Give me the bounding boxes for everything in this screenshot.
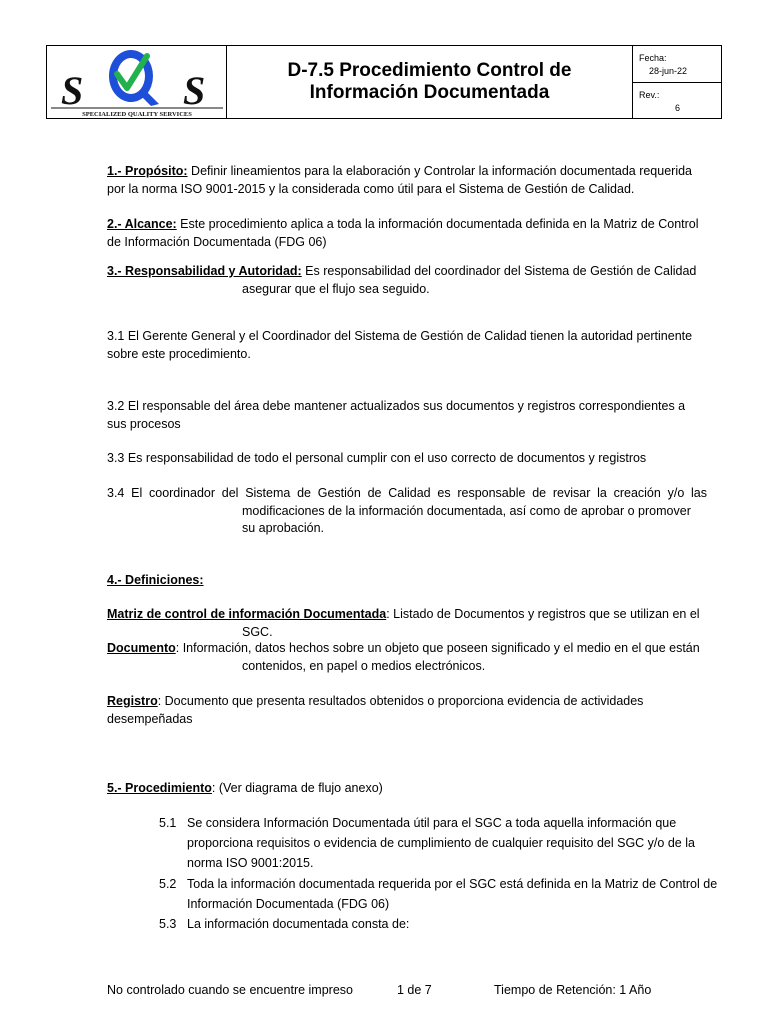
procedure-text: : (Ver diagrama de flujo anexo) [211, 781, 383, 795]
document-header [46, 45, 722, 119]
definition-document-cont: contenidos, en papel o medios electrónicos. [242, 658, 486, 673]
item-3-2: 3.2 El responsable del área debe mantener actualizados sus documentos y registros correspondientes a sus procesos [107, 399, 686, 431]
logo-letter-s2: S [183, 68, 206, 113]
item-3-4 [107, 485, 707, 538]
logo-tagline: SPECIALIZED QUALITY SERVICES [82, 111, 192, 118]
definition-document [107, 640, 707, 675]
procedure-item-number: 5.2 [159, 877, 177, 891]
procedure-item [159, 813, 719, 873]
section-definitions [107, 572, 707, 590]
definition-matrix-text: : Listado de Documentos y registros que se utilizan en el [386, 607, 700, 621]
document-meta [633, 46, 721, 118]
item-3-4-line1: 3.4 El coordinador del Sistema de Gestión de Calidad es responsable de revisar la creación y/o las [107, 486, 707, 500]
purpose-text: Definir lineamientos para la elaboración y Controlar la información documentada requerida por la norma ISO 9001-2015 y la considerada como útil para el Sistema de Gestión de Calidad. [107, 164, 693, 196]
title-line-1: D-7.5 Procedimiento Control de [287, 60, 572, 81]
procedure-item [159, 874, 719, 914]
scope-heading: 2.- Alcance: [107, 217, 177, 231]
date-value: 28-jun-22 [649, 66, 688, 76]
footer-retention: Tiempo de Retención: 1 Año [494, 983, 652, 997]
item-3-1: 3.1 El Gerente General y el Coordinador del Sistema de Gestión de Calidad tienen la autoridad pertinente sobre este procedimiento. [107, 329, 693, 361]
responsibility-text-cont: asegurar que el flujo sea seguido. [242, 281, 430, 296]
section-procedure [107, 780, 707, 798]
footer-disclaimer: No controlado cuando se encuentre impreso [107, 983, 353, 997]
sqs-logo-icon [47, 46, 227, 118]
definition-matrix-term: Matriz de control de información Documentada [107, 607, 387, 621]
definition-document-term: Documento [107, 641, 176, 655]
procedure-item [159, 914, 719, 934]
procedure-item-number: 5.3 [159, 917, 177, 931]
procedure-item-text: Toda la información documentada requerida por el SGC está definida en la Matriz de Control de Información Documentada (FDG 06) [187, 877, 718, 911]
definition-matrix [107, 606, 707, 641]
section-responsibility [107, 263, 707, 298]
section-scope [107, 216, 707, 251]
date-label: Fecha: [639, 53, 667, 63]
definitions-heading: 4.- Definiciones: [107, 573, 204, 587]
footer-page-number: 1 de 7 [397, 983, 432, 997]
scope-text: Este procedimiento aplica a toda la información documentada definida en la Matriz de Control de Información Documentada (FDG 06) [107, 217, 699, 249]
definition-document-text: : Información, datos hechos sobre un objeto que poseen significado y el medio en el que están [175, 641, 700, 655]
logo-letter-s1: S [61, 68, 84, 113]
definition-matrix-cont: SGC. [242, 624, 273, 639]
item-3-4-rest: modificaciones de la información documentada, así como de aprobar o promover su aprobación. [242, 503, 691, 535]
procedure-item-text: La información documentada consta de: [187, 917, 410, 931]
definition-record-text: : Documento que presenta resultados obtenidos o proporciona evidencia de actividades desempeñadas [107, 694, 644, 726]
responsibility-text: Es responsabilidad del coordinador del Sistema de Gestión de Calidad [301, 264, 697, 278]
title-line-2: Información Documentada [309, 82, 550, 103]
date-row [633, 46, 721, 83]
revision-label: Rev.: [639, 90, 660, 100]
definition-record-term: Registro [107, 694, 158, 708]
procedure-item-number: 5.1 [159, 816, 177, 830]
revision-value: 6 [675, 103, 681, 113]
revision-row [633, 83, 721, 119]
item-3-3: 3.3 Es responsabilidad de todo el personal cumplir con el uso correcto de documentos y registros [107, 451, 647, 465]
document-title [227, 46, 633, 118]
procedure-item-text: Se considera Información Documentada útil para el SGC a toda aquella información que proporciona requisitos o evidencia de cumplimiento de cualquier requisito del SGC y/o de la norma ISO 9001:2015. [187, 816, 695, 870]
procedure-heading: 5.- Procedimiento [107, 781, 212, 795]
purpose-heading: 1.- Propósito: [107, 164, 188, 178]
section-purpose [107, 163, 707, 198]
definition-record [107, 693, 707, 728]
company-logo [47, 46, 227, 118]
responsibility-heading: 3.- Responsabilidad y Autoridad: [107, 264, 302, 278]
